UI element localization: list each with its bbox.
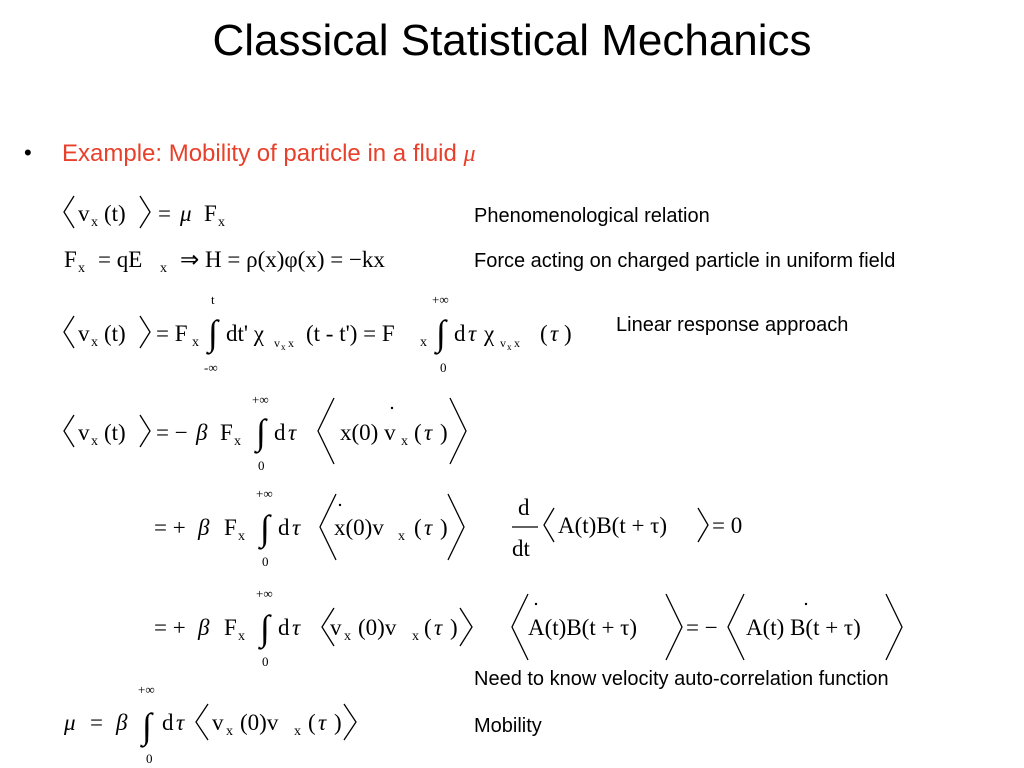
svg-text:x: x <box>344 629 351 644</box>
svg-text:d: d <box>278 515 290 540</box>
svg-text:(: ( <box>308 710 316 735</box>
svg-text:): ) <box>450 615 458 640</box>
equation-eq2 <box>64 247 385 276</box>
svg-text:d: d <box>162 710 174 735</box>
svg-text:(t - t') = F: (t - t') = F <box>306 321 395 346</box>
svg-text:τ: τ <box>288 420 297 445</box>
note-need-to-know: Need to know velocity auto-correlation function <box>474 668 889 690</box>
svg-text:+∞: +∞ <box>138 682 155 697</box>
note-mobility: Mobility <box>474 715 542 737</box>
svg-text:∫: ∫ <box>260 608 270 648</box>
svg-text:x: x <box>507 342 512 352</box>
svg-text:0: 0 <box>262 554 269 569</box>
note-phenomenological: Phenomenological relation <box>474 205 710 227</box>
svg-text:-∞: -∞ <box>204 360 218 375</box>
svg-text:x: x <box>234 434 241 449</box>
svg-text:v: v <box>78 321 90 346</box>
svg-text:0: 0 <box>262 654 269 669</box>
note-force: Force acting on charged particle in uniform field <box>474 250 896 272</box>
svg-text:0: 0 <box>258 458 265 473</box>
svg-text:x: x <box>401 434 408 449</box>
svg-text:d: d <box>274 420 286 445</box>
svg-text:∫: ∫ <box>142 706 152 746</box>
svg-text:A(t) B(t + τ): A(t) B(t + τ) <box>746 615 861 640</box>
svg-text:= 0: = 0 <box>712 513 743 538</box>
svg-text:v: v <box>274 336 280 350</box>
svg-text:(0)v: (0)v <box>358 615 397 640</box>
svg-text:t: t <box>211 292 215 307</box>
svg-text:τ: τ <box>434 615 443 640</box>
svg-text:v: v <box>78 420 90 445</box>
svg-text:v: v <box>500 336 506 350</box>
svg-text:F: F <box>64 247 77 272</box>
svg-text:): ) <box>334 710 342 735</box>
svg-text:= qE: = qE <box>98 247 143 272</box>
svg-text:τ: τ <box>292 615 301 640</box>
svg-text:0: 0 <box>146 751 153 766</box>
equation-eq6 <box>154 586 458 669</box>
svg-text:⇒ H = ρ(x)φ(x) = −kx: ⇒ H = ρ(x)φ(x) = −kx <box>180 247 385 272</box>
equation-eq4 <box>78 392 448 473</box>
svg-text:x: x <box>218 215 225 230</box>
svg-text:0: 0 <box>440 360 447 375</box>
note-linear-response: Linear response approach <box>616 314 849 336</box>
svg-text:τ: τ <box>292 515 301 540</box>
svg-text:(: ( <box>414 515 422 540</box>
svg-text:x: x <box>91 335 98 350</box>
svg-text:x: x <box>160 261 167 276</box>
svg-text:x: x <box>281 342 286 352</box>
svg-text:x: x <box>91 215 98 230</box>
bullet-mu-symbol: μ <box>463 141 476 167</box>
svg-text:∫: ∫ <box>256 412 266 452</box>
equation-eq6b <box>528 603 861 640</box>
svg-text:A(t)B(t + τ): A(t)B(t + τ) <box>528 615 638 640</box>
svg-text:x: x <box>91 434 98 449</box>
svg-text:+∞: +∞ <box>256 486 273 501</box>
svg-text:= +: = + <box>154 615 186 640</box>
svg-text:=: = <box>158 201 171 226</box>
svg-text:v: v <box>212 710 224 735</box>
svg-text:): ) <box>564 321 572 346</box>
svg-text:∫: ∫ <box>436 313 446 353</box>
equation-eq3 <box>78 292 572 375</box>
svg-text:τ: τ <box>468 321 477 346</box>
svg-text:= +: = + <box>154 515 186 540</box>
svg-text:β: β <box>198 615 210 640</box>
svg-text:+∞: +∞ <box>252 392 269 407</box>
svg-text:x: x <box>78 261 85 276</box>
svg-text:τ: τ <box>550 321 559 346</box>
svg-text:dt' χ: dt' χ <box>226 321 264 346</box>
svg-text:(t): (t) <box>104 321 126 346</box>
svg-text:τ: τ <box>176 710 185 735</box>
svg-text:x: x <box>514 336 520 350</box>
svg-text:F: F <box>204 201 217 226</box>
svg-text:χ: χ <box>484 321 495 346</box>
equation-eq1 <box>78 201 225 230</box>
bullet-dot: • <box>24 140 32 165</box>
equation-eq7 <box>63 682 342 766</box>
svg-text:x: x <box>412 629 419 644</box>
svg-text:β: β <box>116 710 128 735</box>
svg-text:= −: = − <box>686 615 718 640</box>
svg-text:d: d <box>518 495 530 520</box>
svg-text:β: β <box>198 515 210 540</box>
svg-text:x: x <box>226 724 233 739</box>
svg-text:β: β <box>196 420 208 445</box>
slide-title: Classical Statistical Mechanics <box>212 16 812 65</box>
svg-text:x: x <box>238 529 245 544</box>
svg-text:∫: ∫ <box>260 508 270 548</box>
svg-text:x: x <box>398 529 405 544</box>
svg-text:x(0)v: x(0)v <box>334 515 384 540</box>
svg-text:τ: τ <box>424 515 433 540</box>
svg-text:F: F <box>224 515 237 540</box>
svg-text:(: ( <box>424 615 432 640</box>
svg-text:+∞: +∞ <box>256 586 273 601</box>
svg-text:=: = <box>90 710 103 735</box>
svg-text:(: ( <box>540 321 548 346</box>
svg-text:τ: τ <box>318 710 327 735</box>
svg-text:dt: dt <box>512 536 530 561</box>
svg-text:(0)v: (0)v <box>240 710 279 735</box>
svg-text:μ: μ <box>180 201 192 226</box>
svg-text:v: v <box>78 201 90 226</box>
svg-text:A(t)B(t + τ): A(t)B(t + τ) <box>558 513 668 538</box>
svg-text:μ: μ <box>64 710 76 735</box>
svg-text:(t): (t) <box>104 420 126 445</box>
svg-text:x: x <box>294 724 301 739</box>
svg-text:): ) <box>440 420 448 445</box>
svg-text:v: v <box>330 615 342 640</box>
equation-eq5 <box>154 486 448 569</box>
svg-text:= −: = − <box>156 420 188 445</box>
svg-text:x(0) v: x(0) v <box>340 420 396 445</box>
svg-text:d: d <box>454 321 466 346</box>
svg-text:F: F <box>220 420 233 445</box>
svg-text:= F: = F <box>156 321 188 346</box>
svg-text:F: F <box>224 615 237 640</box>
svg-text:x: x <box>238 629 245 644</box>
svg-text:τ: τ <box>424 420 433 445</box>
svg-text:∫: ∫ <box>208 313 218 353</box>
svg-text:(: ( <box>414 420 422 445</box>
svg-text:x: x <box>192 335 199 350</box>
svg-text:+∞: +∞ <box>432 292 449 307</box>
bullet-example-text: Example: Mobility of particle in a fluid <box>62 140 457 167</box>
svg-text:(t): (t) <box>104 201 126 226</box>
svg-text:x: x <box>420 335 427 350</box>
equation-eq5b <box>512 495 742 561</box>
svg-text:x: x <box>288 336 294 350</box>
svg-text:d: d <box>278 615 290 640</box>
svg-text:): ) <box>440 515 448 540</box>
